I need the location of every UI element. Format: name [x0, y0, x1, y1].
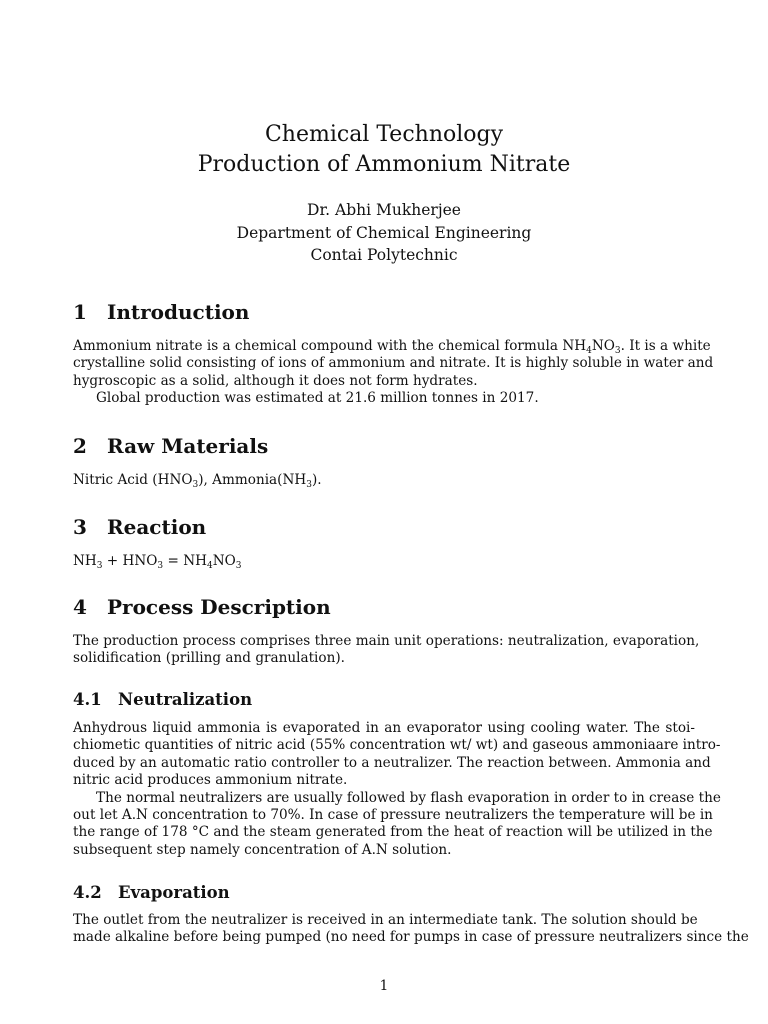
section-title: Reaction: [107, 515, 207, 539]
subsection-number: 4.1: [73, 690, 102, 709]
raw-materials-text: [73, 472, 695, 489]
section-heading-reaction: [73, 515, 206, 539]
subsection-title: Neutralization: [118, 690, 253, 709]
author-department: Department of Chemical Engineering: [236, 223, 532, 242]
paragraph-line: Nitric Acid $(HNO_3)$, $Ammonia(NH_3)$.: [73, 472, 322, 490]
title-line-2: Production of Ammonium Nitrate: [197, 152, 571, 177]
paragraph-line: hygroscopic as a solid, although it does not form hydrates.: [73, 372, 478, 389]
paragraph-line: Anhydrous liquid ammonia is evaporated in an evaporator using cooling water. The stoi-: [73, 720, 695, 736]
subsection-number: 4.2: [73, 883, 102, 902]
paragraph-line: chiometic quantities of nitric acid (55% concentration wt/ wt) and gaseous ammoniaare intro-: [73, 737, 721, 754]
section-number: 4: [73, 595, 87, 619]
section-number: 3: [73, 515, 87, 539]
page-number: 1: [379, 978, 389, 994]
document-title: [0, 120, 768, 180]
subsection-heading-evaporation: [73, 882, 230, 904]
introduction-paragraph: [73, 338, 714, 408]
paragraph-line: nitric acid produces ammonium nitrate.: [73, 772, 348, 789]
paragraph-line: subsequent step namely concentration of A.N solution.: [73, 841, 452, 858]
evaporation-paragraph: [73, 912, 749, 947]
title-line-1: Chemical Technology: [264, 122, 504, 147]
paragraph-line: The outlet from the neutralizer is received in an intermediate tank. The solution should be: [73, 912, 698, 928]
author-block: [0, 199, 768, 267]
section-heading-introduction: [73, 300, 249, 324]
subsection-title: Evaporation: [118, 883, 230, 902]
paragraph-line: The normal neutralizers are usually followed by flash evaporation in order to in crease the: [96, 789, 721, 806]
paragraph-line: the range of 178 °C and the steam generated from the heat of reaction will be utilized in the: [73, 824, 713, 841]
section-number: 1: [73, 300, 87, 324]
section-title: Introduction: [107, 300, 250, 324]
section-heading-raw-materials: [73, 434, 268, 458]
paragraph-line: made alkaline before being pumped (no need for pumps in case of pressure neutralizers since the: [73, 929, 749, 946]
paragraph-line: $NH_3 + HNO_3 = NH_4NO_3$: [73, 553, 242, 571]
paragraph-line: out let A.N concentration to 70%. In case of pressure neutralizers the temperature will be in: [73, 807, 713, 824]
paragraph-line: crystalline solid consisting of ions of ammonium and nitrate. It is highly soluble in water and: [73, 355, 714, 372]
section-title: Raw Materials: [107, 434, 269, 458]
paragraph-line: The production process comprises three main unit operations: neutralization, evaporation,: [73, 633, 700, 649]
paragraph-line: duced by an automatic ratio controller to a neutralizer. The reaction between. Ammonia and: [73, 754, 711, 771]
paragraph-line: solidification (prilling and granulation).: [73, 650, 345, 667]
author-name: Dr. Abhi Mukherjee: [307, 201, 461, 219]
author-institution: Contai Polytechnic: [310, 246, 458, 264]
reaction-equation: [73, 553, 695, 570]
paragraph-line: Ammonium nitrate is a chemical compound with the chemical formula $NH_4NO_3$. It is a white: [73, 338, 711, 356]
paragraph-line: Global production was estimated at 21.6 million tonnes in 2017.: [96, 390, 539, 407]
section-heading-process-description: [73, 595, 331, 619]
section-title: Process Description: [107, 595, 331, 619]
neutralization-paragraph: [73, 720, 721, 859]
process-description-paragraph: [73, 633, 700, 668]
section-number: 2: [73, 434, 87, 458]
subsection-heading-neutralization: [73, 689, 252, 711]
